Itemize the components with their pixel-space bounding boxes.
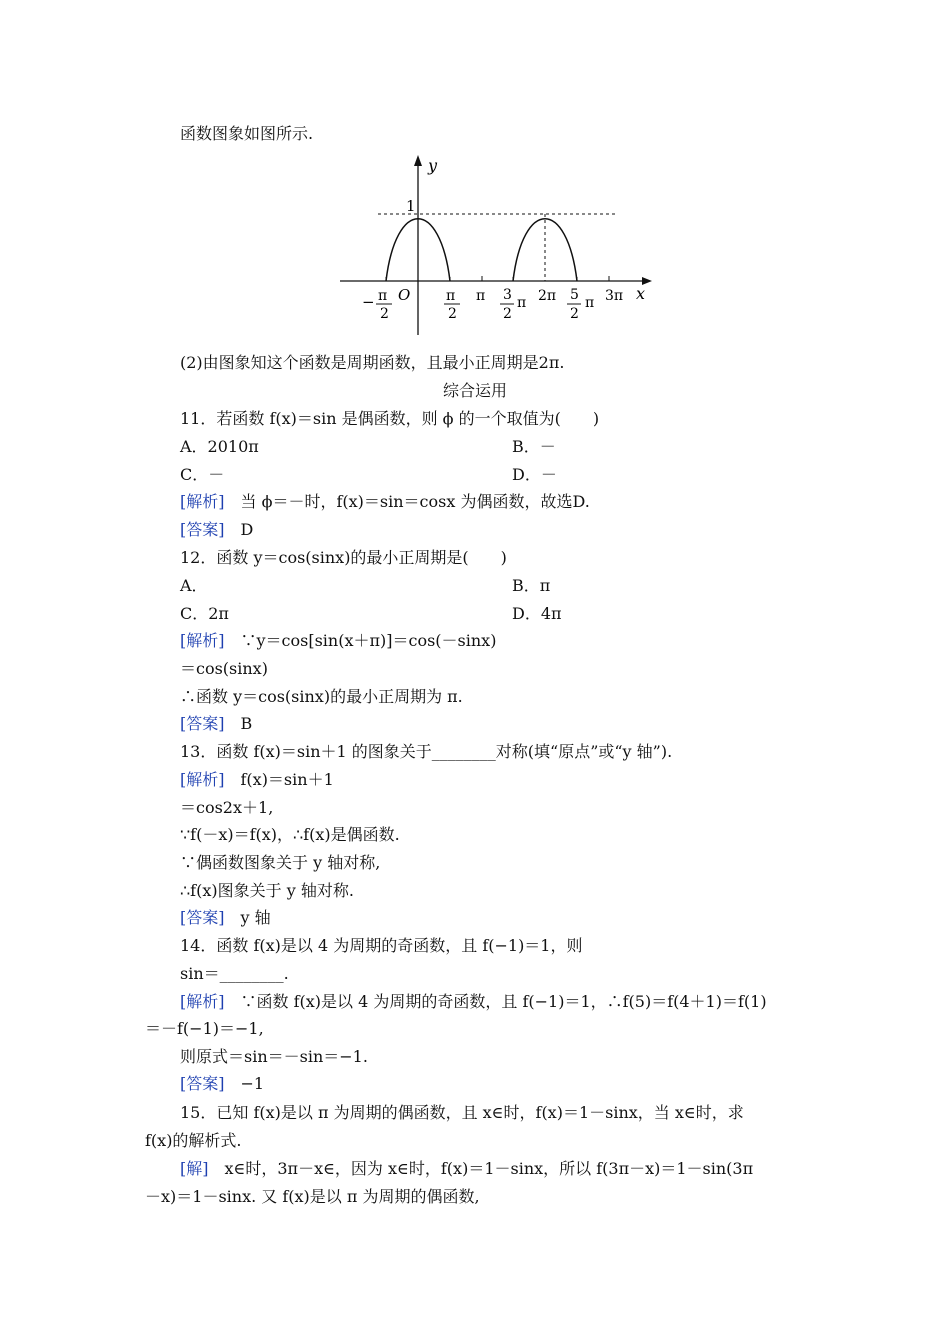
label-5-half-num: 5 [570, 287, 579, 303]
q13-analysis-line4: ∵偶函数图象关于 y 轴对称, [180, 853, 381, 872]
origin-label: O [398, 286, 411, 304]
analysis-tag: [解析] [180, 770, 225, 789]
q12-answer [180, 713, 252, 735]
q12-analysis-text: ∵y＝cos[sin(x＋π)]＝cos(－sinx) [224, 631, 497, 650]
section-title: 综合运用 [442, 381, 507, 400]
answer-tag: [答案] [180, 520, 225, 539]
q11-option-c: C．－ [180, 465, 225, 484]
q13-analysis-line5: ∴f(x)图象关于 y 轴对称. [180, 881, 354, 900]
q12-option-a: A． [180, 576, 208, 595]
q12-option-b: B．π [512, 576, 551, 595]
label-2pi: 2π [538, 288, 557, 304]
label-one: 1 [406, 197, 416, 215]
q15-solution-text: x∈时，3π－x∈，因为 x∈时，f(x)＝1－sinx，所以 f(3π－x)＝1－sin(3π [208, 1159, 754, 1178]
q14-answer [180, 1073, 264, 1095]
label-neg-half-pi-num: π [378, 288, 388, 304]
intro-text: 函数图象如图所示. [180, 124, 314, 143]
q11-stem: 11．若函数 f(x)＝sin 是偶函数，则 ϕ 的一个取值为( ) [180, 409, 600, 428]
y-axis-arrow-icon [414, 155, 422, 166]
analysis-tag: [解析] [180, 492, 225, 511]
analysis-tag: [解析] [180, 631, 225, 650]
q13-stem: 13．函数 f(x)＝sin＋1 的图象关于________对称(填“原点”或“y 轴”). [180, 742, 673, 761]
y-axis-label: y [428, 156, 438, 175]
answer-tag: [答案] [180, 714, 225, 733]
q13-analysis [180, 769, 334, 791]
q12-option-c: C．2π [180, 604, 229, 623]
q12-analysis-line3: ∴函数 y＝cos(sinx)的最小正周期为 π. [180, 687, 463, 706]
q13-analysis-line3: ∵f(－x)＝f(x)，∴f(x)是偶函数. [180, 825, 400, 844]
q11-option-d: D．－ [512, 465, 557, 484]
solution-tag: [解] [180, 1159, 209, 1178]
q13-analysis-text: f(x)＝sin＋1 [224, 770, 334, 789]
q11-analysis [180, 491, 590, 513]
q12-stem: 12．函数 y＝cos(sinx)的最小正周期是( ) [180, 548, 507, 567]
part2-conclusion: (2)由图象知这个函数是周期函数，且最小正周期是2π. [180, 353, 565, 372]
q11-answer-text: D [224, 520, 254, 539]
q12-analysis [180, 630, 496, 652]
q15-stem-line2: f(x)的解析式. [145, 1131, 242, 1150]
q12-analysis-line2: ＝cos(sinx) [180, 659, 268, 678]
q14-stem-line2: sin＝________. [180, 964, 289, 983]
q12-answer-text: B [224, 714, 253, 733]
q15-solution [180, 1158, 753, 1180]
q11-option-a: A．2010π [180, 437, 259, 456]
q14-answer-text: −1 [224, 1074, 265, 1093]
label-half-pi-den: 2 [448, 306, 457, 322]
q15-stem: 15．已知 f(x)是以 π 为周期的偶函数，且 x∈时，f(x)＝1－sinx，当 x∈时，求 [180, 1103, 744, 1122]
label-3-half-num: 3 [503, 287, 512, 303]
label-3-half-den: 2 [503, 306, 512, 322]
q11-option-b: B．－ [512, 437, 556, 456]
q14-analysis-line4: 则原式＝sin＝－sin＝−1. [180, 1047, 368, 1066]
label-3pi: 3π [605, 288, 624, 304]
label-neg-sign: − [362, 293, 375, 311]
answer-tag: [答案] [180, 908, 225, 927]
q14-analysis-line3: ＝－f(−1)＝−1, [145, 1019, 264, 1038]
q14-analysis-text: ∵函数 f(x)是以 4 为周期的奇函数，且 f(−1)＝1，∴f(5)＝f(4＋1)＝f(1) [224, 992, 767, 1011]
label-3-half-pi: π [517, 295, 527, 311]
q13-analysis-line2: ＝cos2x＋1, [180, 798, 274, 817]
q11-answer [180, 519, 253, 541]
label-neg-half-pi-den: 2 [380, 306, 389, 322]
q12-option-d: D．4π [512, 604, 562, 623]
label-half-pi-num: π [446, 288, 456, 304]
label-5-half-pi: π [585, 295, 595, 311]
q13-answer [180, 907, 271, 929]
answer-tag: [答案] [180, 1074, 225, 1093]
q14-stem: 14．函数 f(x)是以 4 为周期的奇函数，且 f(−1)＝1，则 [180, 936, 583, 955]
q14-analysis [180, 991, 767, 1013]
q13-answer-text: y 轴 [224, 908, 271, 927]
x-axis-label: x [636, 284, 646, 303]
label-5-half-den: 2 [570, 306, 579, 322]
q15-solution-line2: －x)＝1－sinx. 又 f(x)是以 π 为周期的偶函数, [145, 1187, 480, 1206]
analysis-tag: [解析] [180, 992, 225, 1011]
label-pi: π [476, 288, 486, 304]
q11-analysis-text: 当 ϕ＝－时，f(x)＝sin＝cosx 为偶函数，故选D. [224, 492, 590, 511]
